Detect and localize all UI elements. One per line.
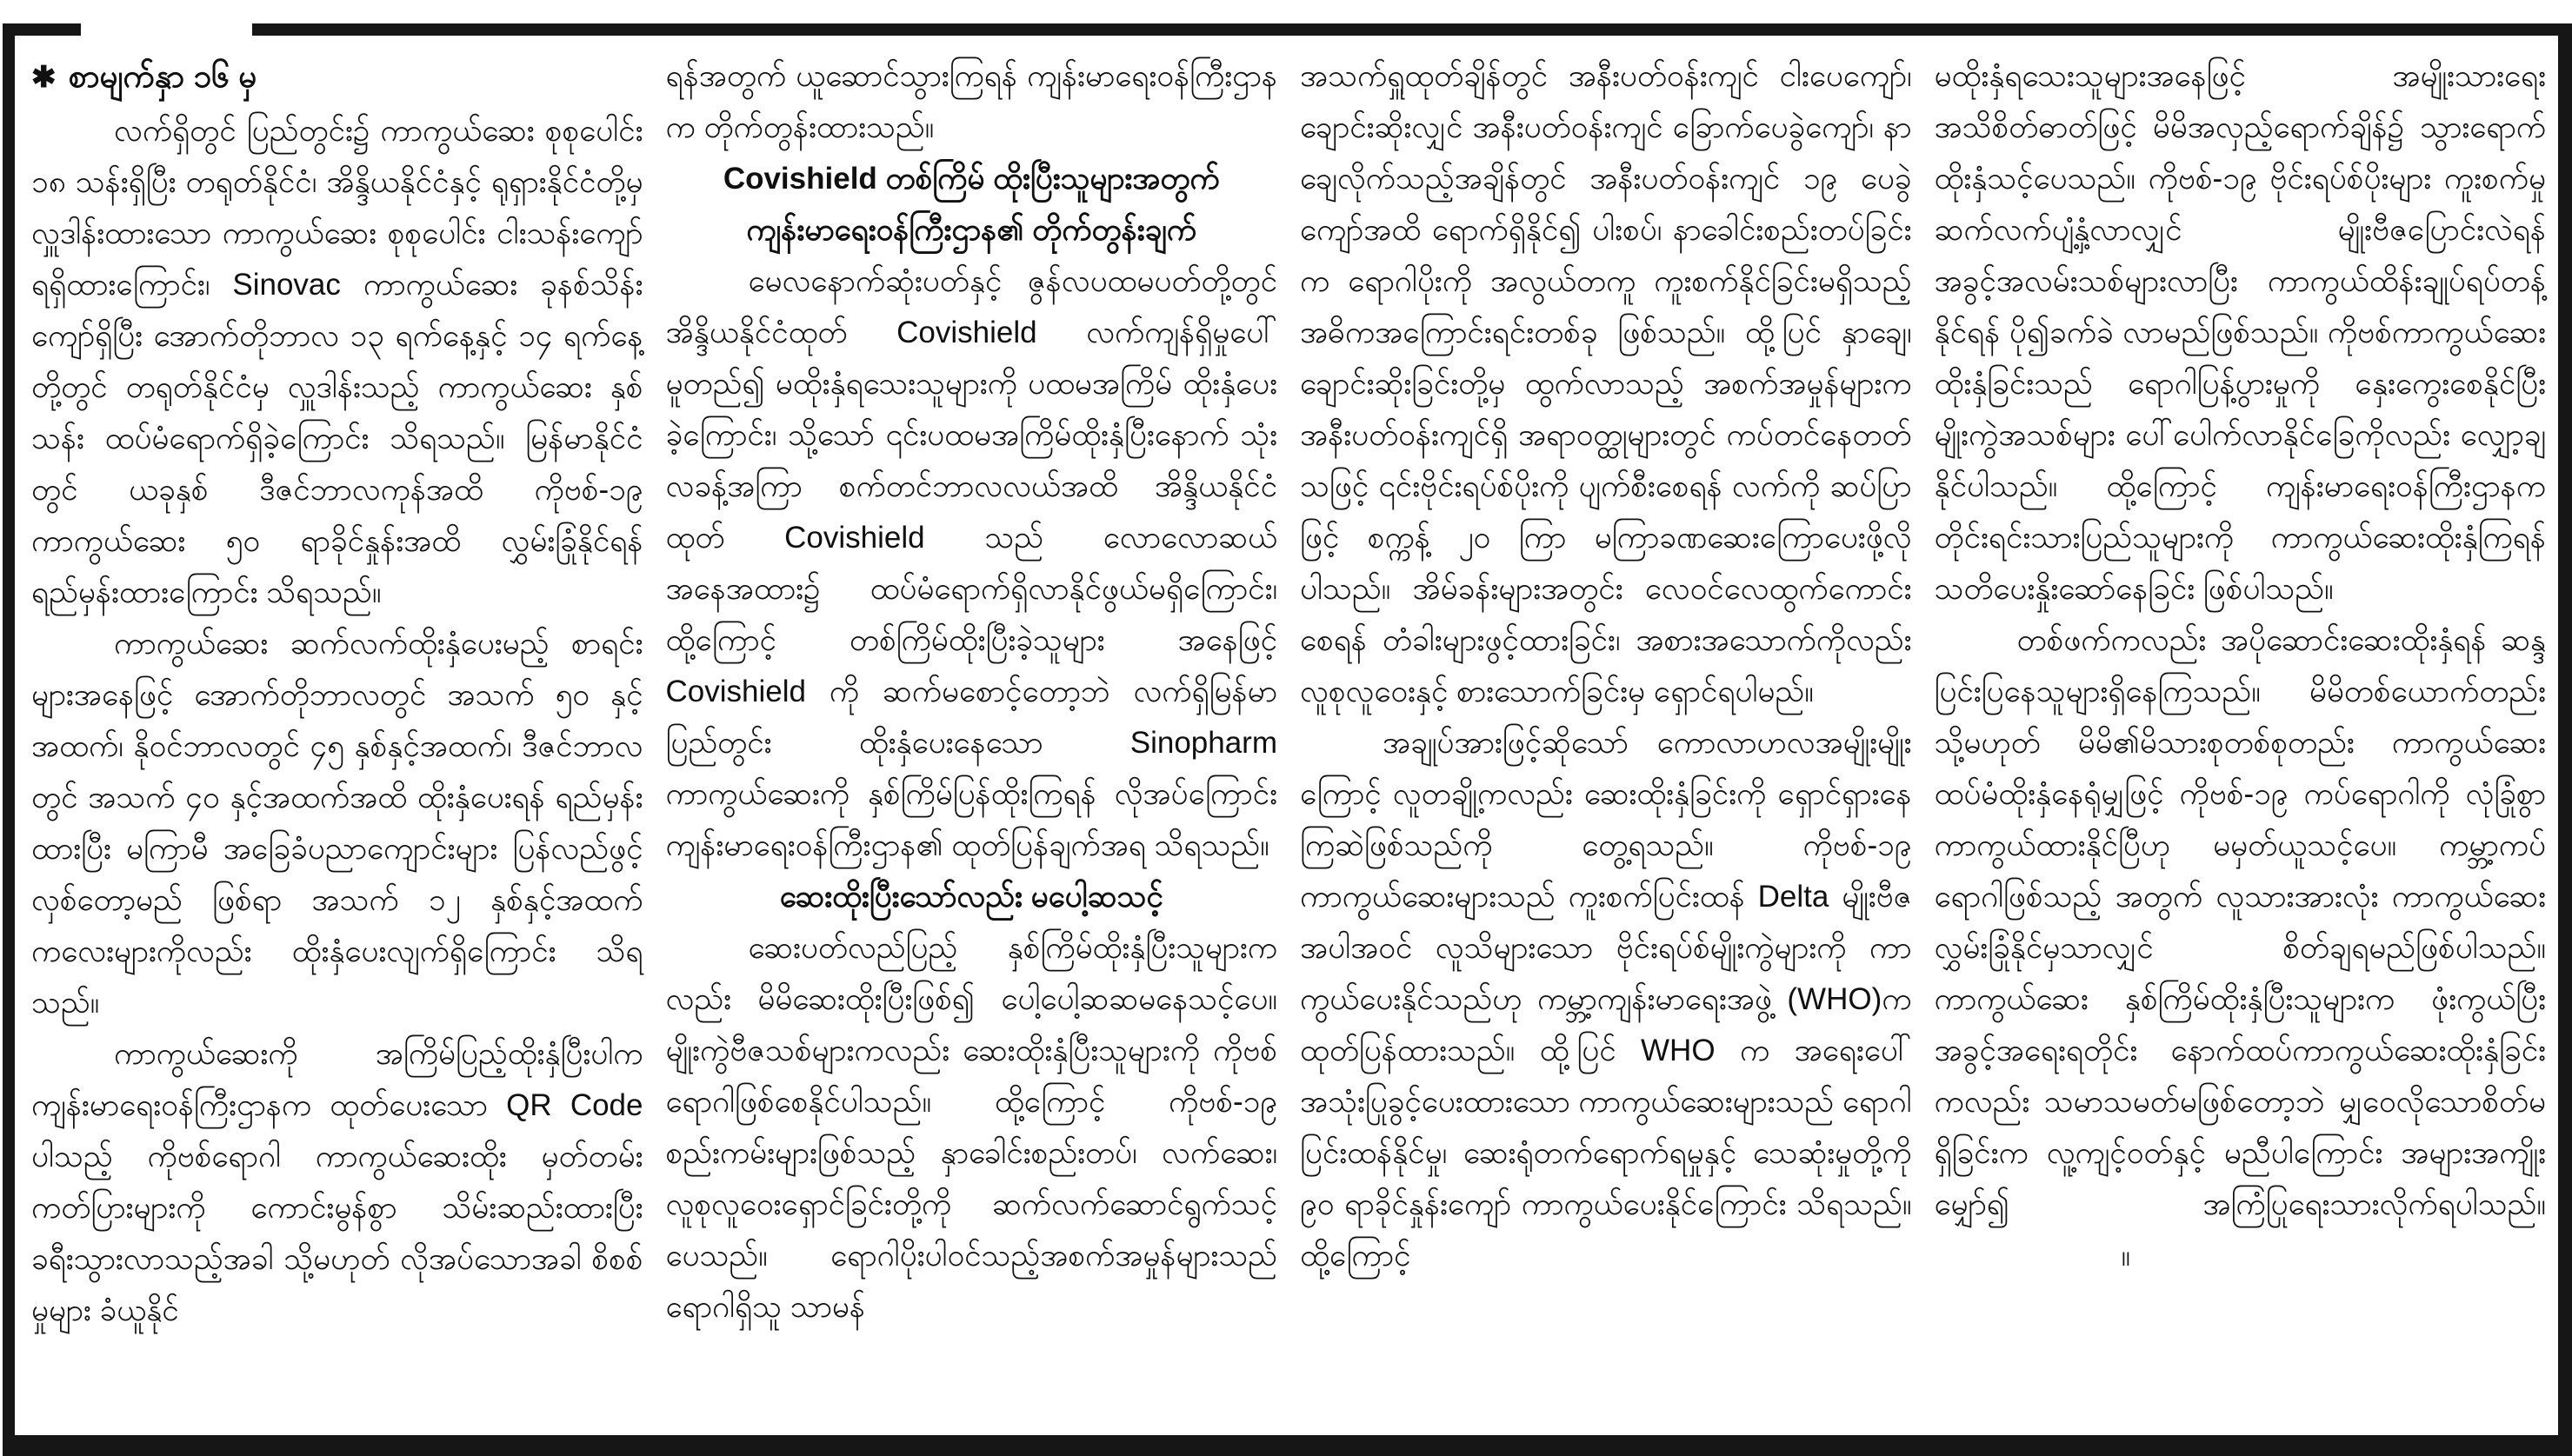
continuation-note-text: စာမျက်နှာ ၁၆ မှ [68, 58, 257, 94]
paragraph: ကာကွယ်ဆေးကို အကြိမ်ပြည့်ထိုးနှံပြီးပါက ကျန်းမာရေးဝန်ကြီးဌာနက ထုတ်ပေးသော QR Code ပါသည့် ကိုဗစ်ရောဂါ ကာကွယ်ဆေးထိုး မှတ်တမ်းကတ်ပြားများကို ကောင်းမွန်စွာ သိမ်းဆည်းထားပြီး ခရီးသွားလာသည့်အခါ သို့မဟုတ် လိုအပ်သောအခါ စိစစ်မှုများ ခံယူနိုင် [31, 1037, 643, 1327]
paragraph-text: တစ်ဖက်ကလည်း အပိုဆောင်းဆေးထိုးနှံရန် ဆန္ဒပြင်းပြနေသူများရှိနေကြသည်။ မိမိတစ်ယောက်တည်း သို့မဟုတ် မိမိ၏မိသားစုတစ်စုတည်း ကာကွယ်ဆေး ထပ်မံထိုးနှံနေရုံမျှဖြင့် ကိုဗစ်-၁၉ ကပ်ရောဂါကို လုံခြုံစွာကာကွယ်ထားနိုင်ပြီဟု မမှတ်ယူသင့်ပေ။ ကမ္ဘာ့ကပ်ရောဂါဖြစ်သည့် အတွက် လူသားအားလုံး ကာကွယ်ဆေး လွှမ်းခြုံနိုင်မှသာလျှင် စိတ်ချရမည်ဖြစ်ပါသည်။ ကာကွယ်ဆေး နှစ်ကြိမ်ထိုးနှံပြီးသူများက ဖုံးကွယ်ပြီး အခွင့်အရေးရတိုင်း နောက်ထပ်ကာကွယ်ဆေးထိုးနှံခြင်းကလည်း သမာသမတ်မဖြစ်တော့ဘဲ မျှဝေလိုသောစိတ်မရှိခြင်းက လူ့ကျင့်ဝတ်နှင့် မညီပါကြောင်း အများအကျိုးမျှော်၍ အကြံပြုရေးသားလိုက်ရပါသည်။ [1934, 623, 2546, 1221]
article-column-3 [1300, 50, 1912, 1419]
article-end-mark: ။ [2121, 1239, 2131, 1273]
asterisk-icon: ✱ [31, 61, 57, 94]
article-column-1 [31, 50, 643, 1419]
paragraph: မေလနောက်ဆုံးပတ်နှင့် ဇွန်လပထမပတ်တို့တွင် အိန္ဒိယနိုင်ငံထုတ် Covishield လက်ကျန်ရှိမှုပေါ် မူတည်၍ မထိုးနှံရသေးသူများကို ပထမအကြိမ် ထိုးနှံပေးခဲ့ကြောင်း၊ သို့သော် ၎င်းပထမအကြိမ်ထိုးနှံပြီးနောက် သုံးလခန့်အကြာ စက်တင်ဘာလလယ်အထိ အိန္ဒိယနိုင်ငံထုတ် Covishield သည် လောလောဆယ်အနေအထား၌ ထပ်မံရောက်ရှိလာနိုင်ဖွယ်မရှိကြောင်း၊ ထို့ကြောင့် တစ်ကြိမ်ထိုးပြီးခဲ့သူများ အနေဖြင့် Covishield ကို ဆက်မစောင့်တော့ဘဲ လက်ရှိမြန်မာပြည်တွင်း ထိုးနှံပေးနေသော Sinopharm ကာကွယ်ဆေးကို နှစ်ကြိမ်ပြန်ထိုးကြရန် လိုအပ်ကြောင်း ကျန်းမာရေးဝန်ကြီးဌာန၏ ထုတ်ပြန်ချက်အရ သိရသည်။ [665, 264, 1277, 862]
section-heading-covishield: Covishield တစ်ကြိမ် ထိုးပြီးသူများအတွက် ကျန်းမာရေးဝန်ကြီးဌာန၏ တိုက်တွန်းချက် [723, 162, 1220, 247]
paragraph-continued: အသက်ရှူထုတ်ချိန်တွင် အနီးပတ်ဝန်းကျင် ငါးပေကျော်၊ ချောင်းဆိုးလျှင် အနီးပတ်ဝန်းကျင် ခြောက်ပေခွဲကျော်၊ နာချေလိုက်သည့်အချိန်တွင် အနီးပတ်ဝန်းကျင် ၁၉ ပေခွဲကျော်အထိ ရောက်ရှိနိုင်၍ ပါးစပ်၊ နာခေါင်းစည်းတပ်ခြင်းက ရောဂါပိုးကို အလွယ်တကူ ကူးစက်နိုင်ခြင်းမရှိသည့် အဓိကအကြောင်းရင်းတစ်ခု ဖြစ်သည်။ ထို့ပြင် နှာချေ၊ ချောင်းဆိုးခြင်းတို့မှ ထွက်လာသည့် အစက်အမှုန်များက အနီးပတ်ဝန်းကျင်ရှိ အရာဝတ္ထုများတွင် ကပ်တင်နေတတ်သဖြင့် ၎င်းဗိုင်းရပ်စ်ပိုးကို ပျက်စီးစေရန် လက်ကို ဆပ်ပြာဖြင့် စက္ကန့် ၂၀ ကြာ မကြာခဏဆေးကြောပေးဖို့လိုပါသည်။ အိမ်ခန်းများအတွင်း လေဝင်လေထွက်ကောင်းစေရန် တံခါးများဖွင့်ထားခြင်း၊ အစားအသောက်ကိုလည်း လူစုလူဝေးနှင့် စားသောက်ခြင်းမှ ရှောင်ရပါမည်။ [1300, 59, 1912, 708]
paragraph: လက်ရှိတွင် ပြည်တွင်း၌ ကာကွယ်ဆေး စုစုပေါင်း ၁၈ သန်းရှိပြီး တရုတ်နိုင်ငံ၊ အိန္ဒိယနိုင်ငံနှင့် ရုရှားနိုင်ငံတို့မှ လှူဒါန်းထားသော ကာကွယ်ဆေး စုစုပေါင်း ငါးသန်းကျော် ရရှိထားကြောင်း၊ Sinovac ကာကွယ်ဆေး ခုနစ်သိန်းကျော်ရှိပြီး အောက်တိုဘာလ ၁၃ ရက်နေ့နှင့် ၁၄ ရက်နေ့တို့တွင် တရုတ်နိုင်ငံမှ လှူဒါန်းသည့် ကာကွယ်ဆေး နှစ်သန်း ထပ်မံရောက်ရှိခဲ့ကြောင်း သိရသည်။ မြန်မာနိုင်ငံတွင် ယခုနှစ် ဒီဇင်ဘာလကုန်အထိ ကိုဗစ်-၁၉ ကာကွယ်ဆေး ၅၀ ရာခိုင်နှုန်းအထိ လွှမ်းခြုံနိုင်ရန် ရည်မှန်းထားကြောင်း သိရသည်။ [31, 114, 643, 609]
page-border-top [252, 23, 2572, 36]
article-column-4 [1935, 50, 2547, 1419]
continuation-note [31, 50, 643, 103]
paragraph: ဆေးပတ်လည်ပြည့် နှစ်ကြိမ်ထိုးနှံပြီးသူများကလည်း မိမိဆေးထိုးပြီးဖြစ်၍ ပေါ့ပေါ့ဆဆမနေသင့်ပေ။ မျိုးကွဲဗီဇသစ်များကလည်း ဆေးထိုးနှံပြီးသူများကို ကိုဗစ်ရောဂါဖြစ်စေနိုင်ပါသည်။ ထို့ကြောင့် ကိုဗစ်-၁၉ စည်းကမ်းများဖြစ်သည့် နှာခေါင်းစည်းတပ်၊ လက်ဆေး၊ လူစုလူဝေးရှောင်ခြင်းတို့ကို ဆက်လက်ဆောင်ရွက်သင့်ပေသည်။ ရောဂါပိုးပါဝင်သည့်အစက်အမှုန်များသည် ရောဂါရှိသူ သာမန် [665, 931, 1277, 1324]
paragraph: ကာကွယ်ဆေး ဆက်လက်ထိုးနှံပေးမည့် စာရင်းများအနေဖြင့် အောက်တိုဘာလတွင် အသက် ၅၀ နှင့်အထက်၊ နိုဝင်ဘာလတွင် ၄၅ နှစ်နှင့်အထက်၊ ဒီဇင်ဘာလတွင် အသက် ၄၀ နှင့်အထက်အထိ ထိုးနှံပေးရန် ရည်မှန်းထားပြီး မကြာမီ အခြေခံပညာကျောင်းများ ပြန်လည်ဖွင့်လှစ်တော့မည် ဖြစ်ရာ အသက် ၁၂ နှစ်နှင့်အထက် ကလေးများကိုလည်း ထိုးနှံပေးလျက်ရှိကြောင်း သိရသည်။ [31, 627, 643, 1020]
paragraph-continued: ရန်အတွက် ယူဆောင်သွားကြရန် ကျန်းမာရေးဝန်ကြီးဌာနက တိုက်တွန်းထားသည်။ [665, 59, 1277, 144]
paragraph: အချုပ်အားဖြင့်ဆိုသော် ကောလာဟလအမျိုးမျိုးကြောင့် လူတချို့ကလည်း ဆေးထိုးနှံခြင်းကို ရှောင်ရှားနေကြဆဲဖြစ်သည်ကို တွေ့ရသည်။ ကိုဗစ်-၁၉ ကာကွယ်ဆေးများသည် ကူးစက်ပြင်းထန် Delta မျိုးဗီဇအပါအဝင် လူသိများသော ဗိုင်းရပ်စ်မျိုးကွဲများကို ကာကွယ်ပေးနိုင်သည်ဟု ကမ္ဘာ့ကျန်းမာရေးအဖွဲ့ (WHO)က ထုတ်ပြန်ထားသည်။ ထို့ပြင် WHO က အရေးပေါ်အသုံးပြုခွင့်ပေးထားသော ကာကွယ်ဆေးများသည် ရောဂါပြင်းထန်နိုင်မှု၊ ဆေးရုံတက်ရောက်ရမှုနှင့် သေဆုံးမှုတို့ကို ၉၀ ရာခိုင်နှုန်းကျော် ကာကွယ်ပေးနိုင်ကြောင်း သိရသည်။ ထို့ကြောင့် [1300, 726, 1912, 1273]
paragraph [1935, 615, 2547, 1281]
article-column-2 [666, 50, 1278, 1419]
page-border-left [3, 23, 15, 1449]
page-border-bottom [3, 1435, 2572, 1456]
section-heading-no-complacency: ဆေးထိုးပြီးသော်လည်း မပေါ့ဆသင့် [779, 880, 1163, 914]
paragraph-continued: မထိုးနှံရသေးသူများအနေဖြင့် အမျိုးသားရေးအသိစိတ်ဓာတ်ဖြင့် မိမိအလှည့်ရောက်ချိန်၌ သွားရောက် ထိုးနှံသင့်ပေသည်။ ကိုဗစ်-၁၉ ဗိုင်းရပ်စ်ပိုးများ ကူးစက်မှု ဆက်လက်ပျံ့နှံ့လာလျှင် မျိုးဗီဇပြောင်းလဲရန် အခွင့်အလမ်းသစ်များလာပြီး ကာကွယ်ထိန်းချုပ်ရပ်တန့်နိုင်ရန် ပို၍ခက်ခဲ လာမည်ဖြစ်သည်။ ကိုဗစ်ကာကွယ်ဆေးထိုးနှံခြင်းသည် ရောဂါပြန့်ပွားမှုကို နှေးကွေးစေနိုင်ပြီး မျိုးကွဲအသစ်များ ပေါ်ပေါက်လာနိုင်ခြေကိုလည်း လျှော့ချနိုင်ပါသည်။ ထို့ကြောင့် ကျန်းမာရေးဝန်ကြီးဌာနက တိုင်းရင်းသားပြည်သူများကို ကာကွယ်ဆေးထိုးနှံကြရန် သတိပေးနှိုးဆော်နေခြင်း ဖြစ်ပါသည်။ [1934, 59, 2546, 606]
article-body [31, 50, 2546, 1419]
page-border-right [2558, 23, 2572, 1456]
